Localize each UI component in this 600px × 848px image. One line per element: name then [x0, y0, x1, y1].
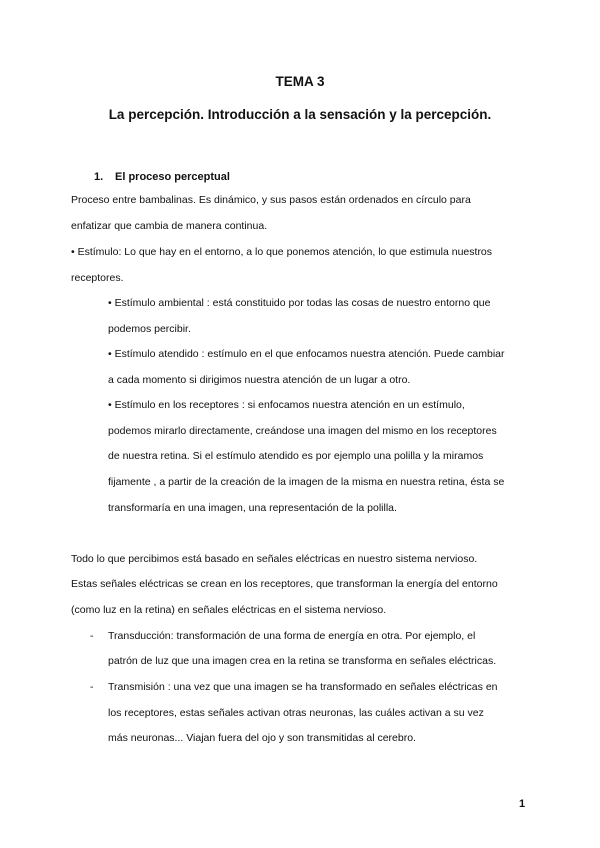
- sub-item-line: transformaría en una imagen, una representación de la polilla.: [108, 502, 397, 514]
- dash-marker: -: [90, 630, 94, 642]
- dash-item-line: más neuronas... Viajan fuera del ojo y son transmitidas al cerebro.: [108, 732, 416, 744]
- dash-item-line: Transmisión : una vez que una imagen se ha transformado en señales eléctricas en: [108, 681, 498, 693]
- section-number: 1.: [94, 171, 104, 183]
- sub-item-line: de nuestra retina. Si el estímulo atendido es por ejemplo una polilla y la miramos: [108, 450, 484, 462]
- paragraph-line: (como luz en la retina) en señales eléctricas en el sistema nervioso.: [71, 604, 387, 616]
- intro-line: Proceso entre bambalinas. Es dinámico, y sus pasos están ordenados en círculo para: [71, 194, 471, 206]
- sub-item-line: • Estímulo atendido : estímulo en el que enfocamos nuestra atención. Puede cambiar: [108, 348, 505, 360]
- sub-item-line: a cada momento si dirigimos nuestra atención de un lugar a otro.: [108, 374, 411, 386]
- bullet-line: • Estímulo: Lo que hay en el entorno, a lo que ponemos atención, lo que estimula nuestros: [71, 246, 493, 258]
- paragraph-line: Estas señales eléctricas se crean en los receptores, que transforman la energía del entorno: [71, 578, 498, 590]
- intro-line: enfatizar que cambia de manera continua.: [71, 220, 268, 232]
- document-title: TEMA 3: [275, 74, 325, 89]
- dash-item-line: patrón de luz que una imagen crea en la retina se transforma en señales eléctricas.: [108, 655, 497, 667]
- dash-item-line: Transducción: transformación de una forma de energía en otra. Por ejemplo, el: [108, 630, 476, 642]
- sub-item-line: • Estímulo ambiental : está constituido por todas las cosas de nuestro entorno que: [108, 297, 491, 309]
- sub-item-line: fijamente , a partir de la creación de la imagen de la misma en nuestra retina, ésta se: [108, 476, 505, 488]
- paragraph-line: Todo lo que percibimos está basado en señales eléctricas en nuestro sistema nervioso.: [71, 553, 478, 565]
- dash-item-line: los receptores, estas señales activan otras neuronas, las cuáles activan a su vez: [108, 707, 484, 719]
- sub-item-line: • Estímulo en los receptores : si enfocamos nuestra atención en un estímulo,: [108, 399, 465, 411]
- bullet-line: receptores.: [71, 272, 124, 284]
- section-heading: [94, 171, 230, 183]
- sub-item-line: podemos percibir.: [108, 323, 191, 335]
- document-subtitle: La percepción. Introducción a la sensación y la percepción.: [108, 107, 492, 122]
- sub-item-line: podemos mirarlo directamente, creándose una imagen del mismo en los receptores: [108, 425, 497, 437]
- section-title: El proceso perceptual: [115, 171, 230, 183]
- page-number: 1: [519, 798, 526, 810]
- dash-marker: -: [90, 681, 94, 693]
